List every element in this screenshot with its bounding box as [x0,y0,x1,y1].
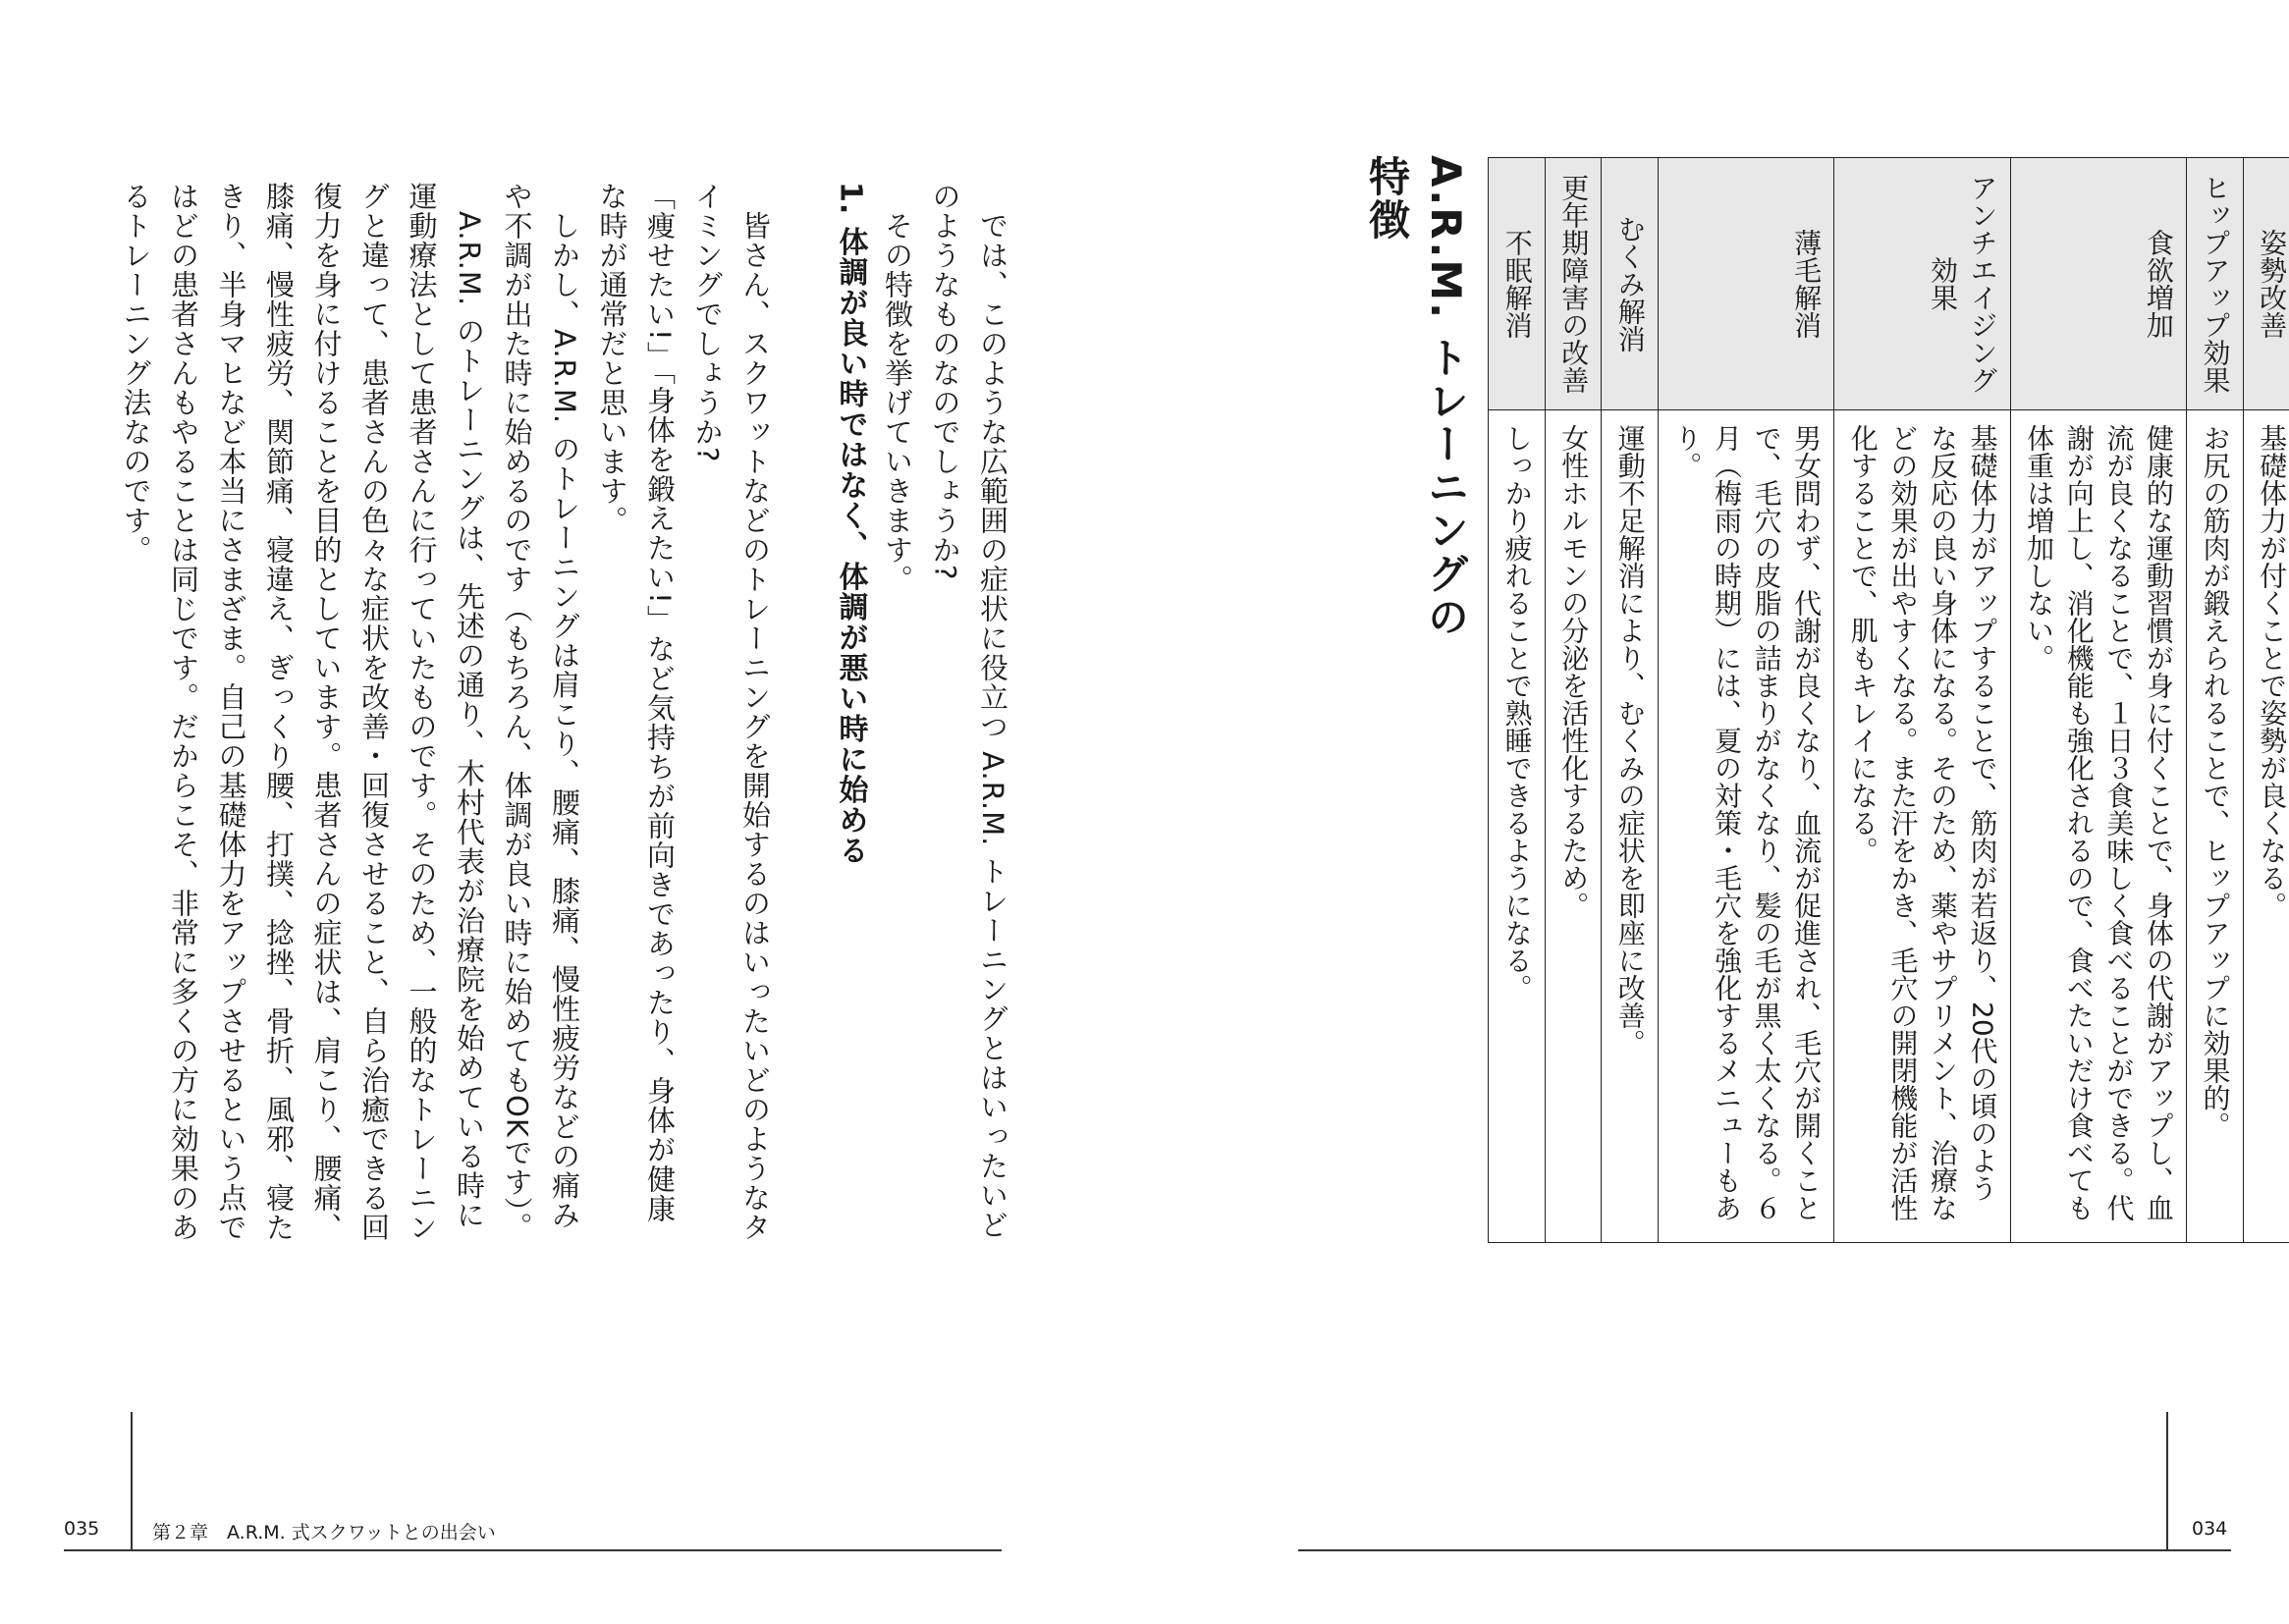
table-row [2243,158,2289,1243]
body-text [119,182,1016,1242]
footer-rule-left [64,1549,1002,1551]
feature-effect: お尻の筋肉が鍛えられることで、ヒップアップに効果的。 [2186,410,2243,1243]
body-paragraph: 皆さん、スクワットなどのトレーニングを開始するのはいったいどのようなタイミングでしょうか? [690,182,772,1242]
feature-item: 更年期障害の改善 [1545,158,1602,410]
table-row [1545,158,1602,1243]
page-number-right: 034 [2192,1518,2228,1540]
body-paragraph: しかし、A.R.M. のトレーニングは肩こり、腰痛、膝痛、慢性疲労などの痛みや不調が出た時に始めるのです（もちろん、体調が良い時に始めてもOKです）。 [500,182,581,1242]
table-row [1658,158,1833,1243]
feature-effect: 女性ホルモンの分泌を活性化するため。 [1545,410,1602,1243]
footer-divider-left [131,1412,133,1549]
section-heading: A.R.M. トレーニングの特徴 [1363,155,1470,639]
feature-item: 薄毛解消 [1658,158,1833,410]
table-row [1489,158,1546,1243]
page-number-left: 035 [64,1518,100,1540]
features-table [1488,157,2289,1243]
intro-paragraph: では、このような広範囲の症状に役立つ A.R.M. トレーニングとはいったいどのようなものなのでしょうか? [928,182,1009,1240]
table-row [2186,158,2243,1243]
feature-item: アンチエイジング効果 [1834,158,2010,410]
body-paragraph: A.R.M. のトレーニングは、先述の通り、木村代表が治療院を始めている時に運動療法として患者さんに行っていたものです。そのため、一般的なトレーニングと違って、患者さんの色々な症状を改善・回復させること、自ら治癒できる回復力を身に付けることを目的としています。患者さんの症状は、肩こり、腰痛、膝痛、慢性疲労、関節痛、寝違え、ぎっくり腰、打撲、捻挫、骨折、風邪、寝たきり、半身マヒなど本当にさまざま。自己の基礎体力をアップさせるという点ではどの患者さんもやることは同じです。だからこそ、非常に多くの方に効果のあるトレーニング法なのです。 [119,182,486,1242]
chapter-label: 第２章 A.R.M. 式スクワットとの出会い [152,1522,496,1543]
intro-paragraph: その特徴を挙げていきます。 [881,182,914,594]
feature-effect: 基礎体力が付くことで姿勢が良くなる。 [2243,410,2289,1243]
feature-effect: 健康的な運動習慣が身に付くことで、身体の代謝がアップし、血流が良くなることで、１日３食美味しく食べることができる。代謝が向上し、消化機能も強化されるので、食べたいだけ食べても体重は増加しない。 [2010,410,2186,1243]
table-row [2010,158,2186,1243]
feature-effect: しっかり疲れることで熟睡できるようになる。 [1489,410,1546,1243]
feature-effect: 基礎体力がアップすることで、筋肉が若返り、20代の頃のような反応の良い身体になる。そのため、薬やサプリメント、治療などの効果が出やすくなる。また汗をかき、毛穴の開閉機能が活性化することで、肌もキレイになる。 [1834,410,2010,1243]
footer-rule-right [1298,1549,2231,1551]
feature-effect: 運動不足解消により、むくみの症状を即座に改善。 [1602,410,1659,1243]
feature-item: 不眠解消 [1489,158,1546,410]
feature-effect: 男女問わず、代謝が良くなり、血流が促進され、毛穴が開くことで、毛穴の皮脂の詰まりがなくなり、髪の毛が黒く太くなる。６月（梅雨の時期）には、夏の対策・毛穴を強化するメニューもあり。 [1658,410,1833,1243]
table-row [1602,158,1659,1243]
feature-item: 姿勢改善 [2243,158,2289,410]
subheading: 1. 体調が良い時ではなく、体調が悪い時に始める [833,182,868,866]
footer-divider-right [2166,1412,2168,1549]
feature-item: むくみ解消 [1602,158,1659,410]
feature-item: ヒップアップ効果 [2186,158,2243,410]
body-paragraph: 「痩せたい!」「身体を鍛えたい!」など気持ちが前向きであったり、身体が健康な時が通常だと思います。 [595,182,677,1223]
feature-item: 食欲増加 [2010,158,2186,410]
table-row [1834,158,2010,1243]
